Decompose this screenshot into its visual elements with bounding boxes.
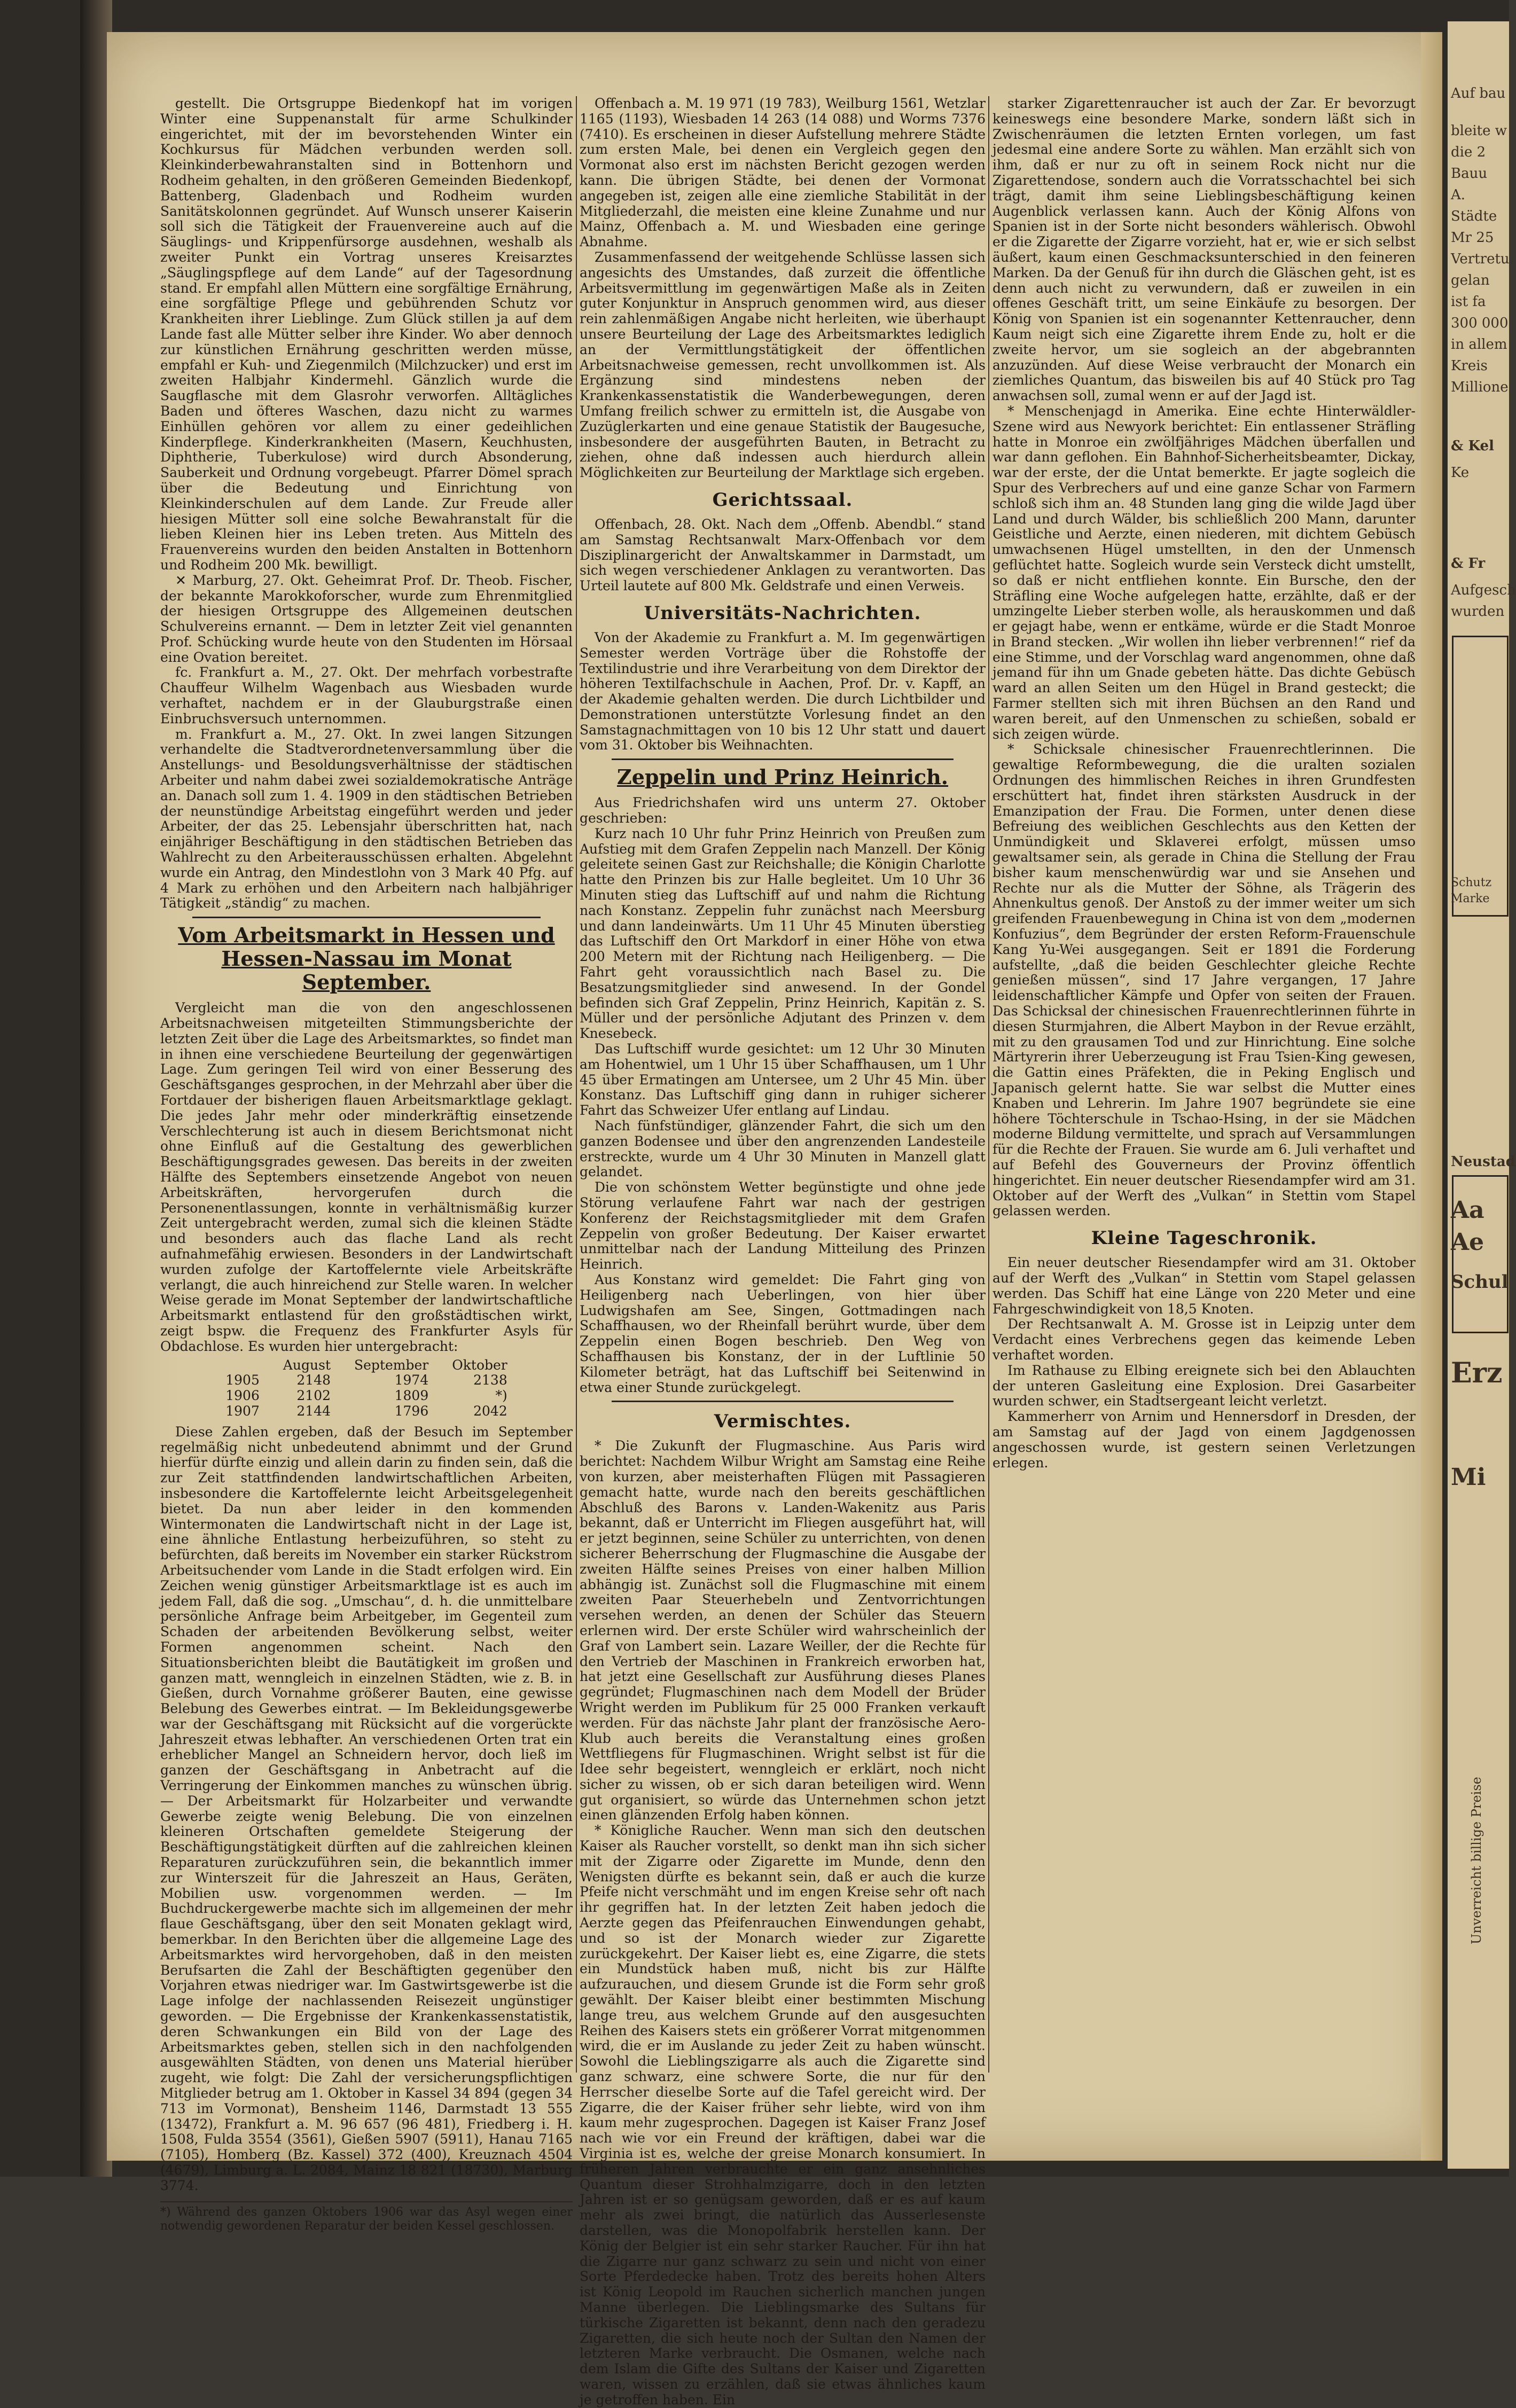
fragment-text: Schul (1451, 1271, 1509, 1293)
fragment-text: Erz (1451, 1357, 1503, 1389)
table-cell: 1974 (394, 1372, 429, 1388)
fragment-text: Unverreicht billige Preise (1469, 1777, 1484, 1944)
fragment-text: Ke (1451, 465, 1470, 481)
table-header (214, 1358, 271, 1373)
paragraph: Kurz nach 10 Uhr fuhr Prinz Heinrich von Preußen zum Aufstieg mit dem Grafen Zeppelin nach Manzell. Der König geleitete seinen Gast zur Reichshalle; die Königin Charlotte hatte den Prinzen bis zur Halle begleitet. Um 10 Uhr 36 Minuten stieg das Luftschiff auf und nahm die Richtung nach Konstanz. Zeppelin fuhr zunächst nach Meersburg und dann landeinwärts. Um 11 Uhr 45 Minuten überstieg das Luftschiff den Ort Markdorf in einer Höhe von etwa 200 Metern mit der Richtung nach Heiligenberg. — Die Fahrt geht voraussichtlich nach Basel zu. Die Besatzungsmitglieder sind anwesend. In der Gondel befinden sich Graf Zeppelin, Prinz Heinrich, Kapitän z. S. Müller und der persönliche Adjutant des Prinzen v. dem Knesebeck. (580, 825, 986, 1042)
footnote: *) Während des ganzen Oktobers 1906 war das Asyl wegen einer notwendig gewordenen Reparatur der beiden Kessel geschlossen. (160, 2201, 573, 2233)
table-header: September (354, 1357, 429, 1373)
fragment-text: Aufgesch (1451, 582, 1516, 598)
page-edge (1421, 32, 1442, 2161)
paragraph: ✕ Marburg, 27. Okt. Geheimrat Prof. Dr. Theob. Fischer, der bekannte Marokkoforscher, wurde zum Ehrenmitglied der hiesigen Ortsgruppe des Allgemeinen deutschen Schulvereins ernannt. — Dem in letzter Zeit viel genannten Prof. Schücking wurde heute von den Studenten im Hörsaal eine Ovation bereitet. (160, 572, 573, 665)
paragraph: Offenbach a. M. 19 971 (19 783), Weilburg 1561, Wetzlar 1165 (1193), Wiesbaden 14 263 (14 088) und Worms 7376 (7410). Es erscheinen in dieser Aufstellung mehrere Städte zum ersten Male, bei denen ein Vergleich gegen den Vormonat also erst im nächsten Bericht gezogen werden kann. Die übrigen Städte, bei denen der Vormonat angegeben ist, zeigen alle eine ziemliche Stabilität in der Mitgliederzahl, die meisten eine kleine Zunahme und nur Mainz, Offenbach a. M. und Wiesbaden eine geringe Abnahme. (580, 96, 986, 250)
fragment-text: Städte (1451, 208, 1497, 224)
section-title-zeppelin: Zeppelin und Prinz Heinrich. (616, 765, 949, 789)
fragment-text: gelan (1451, 272, 1490, 288)
paragraph: Die von schönstem Wetter begünstigte und ohne jede Störung verlaufene Fahrt war nach der gestrigen Konferenz der Reichstagsmitglieder mit dem Grafen Zeppelin von großer Bedeutung. Der Kaiser erwartet unmittelbar nach der Landung Mitteilung des Prinzen Heinrich. (580, 1179, 986, 1272)
paragraph: * Die Zukunft der Flugmaschine. Aus Paris wird berichtet: Nachdem Wilbur Wright am Samstag eine Reihe von kurzen, aber meisterhaften Flügen mit Passagieren gemacht hatte, wurde nach den bereits geschäftlichen Abschluß des Barons v. Landen-Wakenitz aus Paris bekannt, daß er Unterricht im Fliegen ausgeführt hat, will er jetzt beginnen, seine Schüler zu unterrichten, von denen sicherer Beherrschung der Flugmaschine die Ausgabe der zweiten Hälfte seines Preises von einer halben Million abhängig ist. Zunächst soll die Flugmaschine mit einem zweiten Paar Steuerhebeln und Zentvorrichtungen versehen werden, an denen der Schüler das Steuern erlernen wird. Der erste Schüler wird wahrscheinlich der Graf von Lambert sein. Lazare Weiller, der die Rechte für den Vertrieb der Maschinen in Frankreich erworben hat, hat jetzt eine Gesellschaft zur Ausführung dieses Planes gegründet; Flugmaschinen nach dem Modell der Brüder Wright werden im Publikum für 25 000 Franken verkauft werden. Für das nächste Jahr plant der französische Aero-Klub auch bereits die Veranstaltung eines großen Wettfliegens für Flugmaschinen. Wright selbst ist für die Idee sehr begeistert, wenngleich er erklärt, noch nicht sicher zu wissen, ob er sich daran beteiligen wird. Wenn gut organisiert, so würde das Unternehmen schon jetzt einen glänzenden Erfolg haben können. (580, 1438, 986, 1823)
table-cell: 1906 (225, 1388, 260, 1404)
column-rule-2 (988, 96, 989, 2073)
fragment-text: 300 000 (1451, 315, 1509, 331)
section-title-arbeitsmarkt: Vom Arbeitsmarkt in Hessen und Hessen-Nassau im Monat September. (178, 923, 555, 995)
column-3 (993, 96, 1416, 2073)
column-1 (160, 96, 573, 2233)
paragraph: Aus Friedrichshafen wird uns unterm 27. Oktober geschrieben: (580, 795, 986, 826)
table-row (214, 1404, 519, 1419)
divider (612, 759, 954, 760)
fragment-text: Schutz (1451, 876, 1492, 889)
paragraph: Aus Konstanz wird gemeldet: Die Fahrt ging von Heiligenberg nach Ueberlingen, von hier über Ludwigshafen am See, Singen, Gottmadingen nach Schaffhausen, wo der Rheinfall berührt wurde, über dem Zeppelin einen Bogen beschrieb. Den Weg von Schaffhausen bis Konstanz, der in der Luftlinie 50 Kilometer beträgt, hat das Luftschiff bei Seitenwind in etwa einer Stunde zurückgelegt. (580, 1271, 986, 1395)
fragment-text: Marke (1451, 892, 1490, 905)
paragraph: * Schicksale chinesischer Frauenrechtlerinnen. Die gewaltige Reformbewegung, die die uralten sozialen Ordnungen des himmlischen Reiches in ihren Grundfesten erschüttert hat, findet ihren stärksten Ausdruck in der Emanzipation der Frau. Die Formen, unter denen diese Befreiung des weiblichen Geschlechts aus den Ketten der Unmündigkeit und Sklaverei erfolgt, müssen umso gewaltsamer sein, als gerade in China die Stellung der Frau bisher kaum menschenwürdig war und sie Ansehen und Rechte nur als die Mutter der Söhne, als Trägerin des Ahnenkultus genoß. Der Anstoß zu der immer weiter um sich greifenden Frauenbewegung in China ist von dem „modernen Konfuzius“, dem Begründer der ersten Reform-Frauenschule Kang Yu-Wei ausgegangen. Seit er 1891 die Forderung aufstellte, „daß die beiden Geschlechter gleiche Rechte genießen müssen“, sind 17 Jahre vergangen, 17 Jahre leidenschaftlicher Kämpfe und Opfer von seiten der Frauen. Das Schicksal der chinesischen Frauenrechtlerinnen führte in diesen Sturmjahren, die Albert Maybon in der Revue erzählt, mit zu den grausamen Tod und zur Hinrichtung. Eine solche Märtyrerin ihrer Ueberzeugung ist Frau Tsien-King gewesen, die Gattin eines Präfekten, die in Peking Englisch und Japanisch gelernt hatte. Sie war selbst die Mutter eines Knaben und Lehrerin. Im Jahre 1907 begründete sie eine höhere Töchterschule in Tschao-Hsing, in der sie Mädchen moderne Bildung vermittelte, und sprach auf Versammlungen für die Rechte der Frauen. Sie wurde am 6. Juli verhaftet und auf Befehl des Gouverneurs der Provinz öffentlich hingerichtet. Ein neuer deutscher Riesendampfer wird am 31. Oktober auf der Werft des „Vulkan“ in Stettin vom Stapel gelassen werden. (993, 741, 1416, 1219)
paragraph: fc. Frankfurt a. M., 27. Okt. Der mehrfach vorbestrafte Chauffeur Wilhelm Wagenbach aus Wiesbaden wurde verhaftet, nachdem er in der Glauburgstraße einen Einbruchsversuch unternommen. (160, 664, 573, 726)
fragment-text: die 2 (1451, 144, 1486, 160)
section-title-tageschronik: Kleine Tageschronik. (1091, 1228, 1317, 1249)
fragment-text: in allem (1451, 337, 1507, 353)
table-header-row (214, 1358, 519, 1373)
table-cell: 1907 (225, 1403, 260, 1419)
paragraph: Kammerherr von Arnim und Hennersdorf in Dresden, der am Samstag auf der Jagd von einem Jagdgenossen angeschossen wurde, ist gestern seinen Verletzungen erlegen. (993, 1409, 1416, 1471)
table-header: August (283, 1357, 331, 1373)
fragment-text: Auf bau (1451, 85, 1506, 101)
paragraph: Diese Zahlen ergeben, daß der Besuch im September regelmäßig nicht unbedeutend abnimmt und der Grund hierfür dürfte einzig und allein darin zu finden sein, daß die zur Zeit stattfindenden landwirtschaftlichen Arbeiten, insbesondere die Kartoffelernte leicht Arbeitsgelegenheit bietet. Da nun aber leider in den kommenden Wintermonaten die Landwirtschaft nicht in der Lage ist, eine ähnliche Entlastung herbeizuführen, so steht zu befürchten, daß bereits im November ein starker Rückstrom Arbeitsuchender vom Lande in die Stadt erfolgen wird. Ein Zeichen wenig günstiger Arbeitsmarktlage ist es auch im jedem Fall, daß die sog. „Umschau“, d. h. die unmittelbare persönliche Anfrage beim Arbeitgeber, im Gegenteil zum Schaden der arbeitenden Bevölkerung selbst, weiter Formen angenommen scheint. Nach den Situationsberichten bleibt die Bautätigkeit im großen und ganzen matt, wenngleich in einzelnen Städten, wie z. B. in Gießen, durch Vornahme größerer Bauten, eine gewisse Belebung des Gewerbes eintrat. — Im Bekleidungsgewerbe war der Geschäftsgang mit Rücksicht auf die vorgerückte Jahreszeit etwas lebhafter. An verschiedenen Orten trat ein erheblicher Mangel an Schneidern hervor, doch ließ im ganzen der Geschäftsgang in Anbetracht auf die Verringerung der Einkommen manches zu wünschen übrig. — Der Arbeitsmarkt für Holzarbeiter und verwandte Gewerbe zeigte wenig Belebung. Die von einzelnen kleineren Ortschaften gemeldete Steigerung der Beschäftigungstätigkeit dürften auf die zahlreichen kleinen Reparaturen zurückzuführen sein, die bekanntlich immer zur Winterszeit für die Jahreszeit an Haus, Geräten, Mobilien usw. vorgenommen werden. — Im Buchdruckergewerbe machte sich im allgemeinen der mehr flaue Geschäftsgang, über den seit Monaten geklagt wird, bemerkbar. In den Berichten über die allgemeine Lage des Arbeitsmarktes wird hervorgehoben, daß in den meisten Berufsarten die Zahl der Beschäftigten gegenüber den Vorjahren etwas niedriger war. Im Gastwirtsgewerbe ist die Lage infolge der nachlassenden Reisezeit ungünstiger geworden. — Die Ergebnisse der Krankenkassenstatistik, deren Schwankungen ein Bild von der Lage des Arbeitsmarktes geben, stellen sich in den nachfolgenden ausgewählten Städten, von denen uns Material hierüber zugeht, wie folgt: Die Zahl der versicherungspflichtigen Mitglieder betrug am 1. Oktober in Kassel 34 894 (gegen 34 713 im Vormonat), Bensheim 1146, Darmstadt 13 555 (13472), Frankfurt a. M. 96 657 (96 481), Friedberg i. H. 1508, Fulda 3554 (3561), Gießen 5907 (5911), Hanau 7165 (7105), Homberg (Bz. Kassel) 372 (400), Kreuznach 4504 (4679), Limburg a. L. 2084, Mainz 18 821 (18730), Marburg 3774. (160, 1424, 573, 2193)
table-cell: 1796 (394, 1403, 429, 1419)
table-cell: 2138 (473, 1372, 507, 1388)
fragment-text: bleite w (1451, 123, 1507, 139)
paragraph: Vergleicht man die von den angeschlossenen Arbeitsnachweisen mitgeteilten Stimmungsberichte der letzten Zeit über die Lage des Arbeitsmarktes, so findet man in ihnen eine verschiedene Beurteilung der gegenwärtigen Lage. Zum geringen Teil wird von einer Besserung des Geschäftsganges gesprochen, in der Mehrzahl aber über die Fortdauer der bisherigen flauen Arbeitsmarktlage geklagt. Die jedes Jahr mehr oder minderkräftig einsetzende Verschlechterung ist auch in diesem Berichtsmonat nicht ohne Einfluß auf die Gestaltung des gewerblichen Beschäftigungsgrades gewesen. Das bereits in der zweiten Hälfte des Septembers einsetzende Angebot von neuen Arbeitskräften, hervorgerufen durch die Personenentlassungen, konnte in verhältnismäßig kurzer Zeit untergebracht werden, zumal sich die kleinen Städte und besonders auch das flache Land als recht aufnahmefähig erwiesen. Besonders in der Landwirtschaft wurden zufolge der Kartoffelernte viele Arbeitskräfte verlangt, die auch hinreichend zur Stelle waren. In welcher Weise gerade im Monat September der landwirtschaftliche Arbeitsmarkt entlastend für den großstädtischen wirkt, zeigt bspw. die Frequenz des Frankfurter Asyls für Obdachlose. Es wurden hier untergebracht: (160, 1000, 573, 1354)
paragraph: Der Rechtsanwalt A. M. Grosse ist in Leipzig unter dem Verdacht eines Verbrechens gegen das keimende Leben verhaftet worden. (993, 1316, 1416, 1363)
column-rule-1 (576, 96, 577, 2073)
paragraph: * Menschenjagd in Amerika. Eine echte Hinterwäldler-Szene wird aus Newyork berichtet: Ein entlassener Sträfling hatte in Monroe ein zwölfjähriges Mädchen überfallen und war dann geflohen. Ein Bahnhof-Sicherheitsbeamter, Dickay, war der erste, der die Untat bemerkte. Er jagte sogleich die Spur des Verbrechers auf und eine ganze Schar von Farmern schloß sich ihm an. 48 Stunden lang ging die wilde Jagd über Land und durch Wälder, bis schließlich 200 Mann, darunter Geistliche und Aerzte, einen niederen, mit dichtem Gebüsch umwachsenen Hügel umstellten, in den der Unmensch geflüchtet hatte. Sogleich wurde sein Versteck dicht umstellt, so daß er nicht entfliehen konnte. Ein Bursche, den der Sträfling eine Woche aufgelegen hatte, erzählte, daß er der umzingelte Lieber sterben wolle, als herauskommen und daß er gejagt habe, wenn er entkäme, würde er die Stadt Monroe in Brand stecken. „Wir wollen ihn lieber verbrennen!“ rief da eine Stimme, und der Vorschlag ward angenommen, ohne daß jemand für ihn um Gnade gebeten hätte. Das dichte Gebüsch ward an allen Seiten um den Hügel in Brand gesteckt; die Farmer stellten sich mit ihren Büchsen an den Rand und waren bereit, auf den Unmenschen zu schießen, sobald er sich zeigen würde. (993, 403, 1416, 742)
section-title-universitaet: Universitäts-Nachrichten. (644, 602, 921, 624)
table-cell: *) (495, 1388, 507, 1404)
adjacent-page-fragment (1448, 21, 1516, 2169)
paragraph: m. Frankfurt a. M., 27. Okt. In zwei langen Sitzungen verhandelte die Stadtverordnetenversammlung über die Anstellungs- und Besoldungsverhältnisse der städtischen Arbeiter und nahm dabei zwei sozialdemokratische Anträge an. Danach soll zum 1. 4. 1909 in den städtischen Betrieben der neunstündige Arbeitstag eingeführt werden und jeder Arbeiter, der das 25. Lebensjahr überschritten hat, nach einjähriger Beschäftigung in den städtischen Betrieben das Wahlrecht zu den Arbeiterausschüssen erhalten. Abgelehnt wurde ein Antrag, den Mindestlohn von 3 Mark 40 Pfg. auf 4 Mark zu erhöhen und den Arbeitern nach halbjähriger Tätigkeit „ständig“ zu machen. (160, 726, 573, 911)
asylum-statistics-table (214, 1358, 519, 1419)
advertisement-box (1452, 636, 1509, 917)
table-cell: 2148 (296, 1372, 331, 1388)
table-row (214, 1388, 519, 1404)
fragment-text: Ae (1451, 1229, 1484, 1256)
table-cell: 2042 (473, 1403, 507, 1419)
fragment-text: A. (1451, 187, 1466, 203)
column-2 (580, 96, 986, 2407)
fragment-text: & Fr (1451, 556, 1486, 572)
paragraph: starker Zigarettenraucher ist auch der Zar. Er bevorzugt keineswegs eine besondere Marke, sondern läßt sich in Zwischenräumen die letzten Ernten vorlegen, um fast jedesmal eine andere Sorte zu wählen. Man erzählt sich von ihm, daß er nur zu oft in seinem Rock nicht nur die Zigarettendose, sondern auch die Vorratsschachtel bei sich trägt, damit ihm seine Lieblingsbeschäftigung keinen Augenblick verlassen kann. Auch der König Alfons von Spanien ist in der Sorte nicht besonders wählerisch. Obwohl er die Zigarette der Zigarre vorzieht, hat er, wie er sich selbst äußert, kaum einen Geschmacksunterschied in den feineren Marken. Da der Genuß für ihn durch die Gläschen geht, ist es denn auch nicht zu verwundern, daß er zuweilen in ein offenes Geschäft tritt, um seine Einkäufe zu besorgen. Der König von Spanien ist ein sogenannter Kettenraucher, denn Kaum neigt sich eine Zigarette ihrem Ende zu, holt er die zweite hervor, um sie sogleich an der abgebrannten anzuzünden. Auf diese Weise verbraucht der Monarch ein ziemliches Quantum, das bisweilen bis auf 40 Stück pro Tag anwachsen soll, zumal wenn er auf der Jagd ist. (993, 96, 1416, 404)
divider (192, 917, 541, 918)
fragment-text: ist fa (1451, 294, 1486, 310)
table-cell: 2102 (296, 1388, 331, 1404)
paragraph: Von der Akademie zu Frankfurt a. M. Im gegenwärtigen Semester werden Vorträge über die Rohstoffe der Textilindustrie und ihre Verarbeitung von dem Direktor der höheren Textilfachschule in Aachen, Prof. Dr. v. Kapff, an der Akademie gehalten werden. Die durch Lichtbilder und Demonstrationen unterstützte Vorlesung findet an den Samstagnachmittagen von 10 bis 12 Uhr statt und dauert vom 31. Oktober bis Weihnachten. (580, 629, 986, 753)
table-header: Oktober (452, 1357, 507, 1373)
paragraph: Nach fünfstündiger, glänzender Fahrt, die sich um den ganzen Bodensee und über den angrenzenden Landesteile erstreckte, wurde um 4 Uhr 30 Minuten in Manzell glatt gelandet. (580, 1118, 986, 1180)
table-row (214, 1373, 519, 1388)
paragraph: * Königliche Raucher. Wenn man sich den deutschen Kaiser als Raucher vorstellt, so denkt man ihn sich sicher mit der Zigarre oder Zigarette im Munde, denn den Wenigsten dürfte es bekannt sein, daß er auch die kurze Pfeife nicht verschmäht und im engen Kreise sehr oft nach ihr gegriffen hat. In der letzten Zeit haben jedoch die Aerzte gegen das Pfeifenrauchen Einwendungen gehabt, und so ist der Monarch wieder zur Zigarette zurückgekehrt. Der Kaiser liebt es, eine Zigarre, die stets ein Mundstück haben muß, nicht bis zur Hälfte aufzurauchen, und diesem Grunde ist die Form sehr groß gewählt. Der Kaiser bleibt einer bestimmten Mischung lange treu, aus welchem Grunde auf den ausgesuchten Reihen des Kaisers stets ein größerer Vorrat mitgenommen wird, die er im Auslande zu jeder Zeit zu haben wünscht. Sowohl die Lieblingszigarre als auch die Zigarette sind ganz schwarz, eine schwere Sorte, die nur für den Herrscher dieselbe Sorte auf die Tafel gereicht wird. Der Zigarre, die der Kaiser früher sehr liebte, wird von ihm kaum mehr zugesprochen. Dagegen ist Kaiser Franz Josef nach wie vor ein Freund der kräftigen, dabei war die Virginia ist es, welche der greise Monarch konsumiert. In früheren Jahren verbrauchte er ein ganz ansehnliches Quantum dieser Strohhalmzigarre, doch in den letzten Jahren ist er so genügsam geworden, daß er es auf kaum mehr als zwei bringt, die natürlich das Ausserlesenste darstellen, was die Monopolfabrik herstellen kann. Der König der Belgier ist ein sehr starker Raucher. Für ihn hat die Zigarre nur ganz schwarz zu sein und nicht von einer Sorte Pferdedecke haben. Trotz des bereits hohen Alters ist König Leopold im Rauchen sicherlich manchen jungen Manne überlegen. Die Lieblingsmarke des Sultans für türkische Zigaretten ist bekannt, denn nach den geradezu Zigaretten, die sich heute noch der Sultan den Namen der letzteren Marke verbraucht. Die Osmanen, welche nach dem Islam die Gifte des Sultans der Kaiser und Zigaretten waren, wissen zu erzählen, daß sie etwas ähnliches kaum je getroffen haben. Ein (580, 1823, 986, 2407)
paragraph: Das Luftschiff wurde gesichtet: um 12 Uhr 30 Minuten am Hohentwiel, um 1 Uhr 15 über Schaffhausen, um 1 Uhr 45 über Ermatingen am Untersee, um 2 Uhr 45 Min. über Konstanz. Das Luftschiff ging dann in ruhiger sicherer Fahrt das Schweizer Ufer entlang auf Lindau. (580, 1041, 986, 1119)
fragment-text: Millione (1451, 379, 1509, 395)
table-cell: 2144 (296, 1403, 331, 1419)
fragment-text: Bauu (1451, 166, 1488, 182)
paragraph: Im Rathause zu Elbing ereignete sich bei den Ablauchten der unteren Gasleitung eine Explosion. Drei Gasarbeiter wurden schwer, ein Stadtsergeant leicht verletzt. (993, 1362, 1416, 1409)
paragraph: Zusammenfassend der weitgehende Schlüsse lassen sich angesichts des Umstandes, daß zurzeit die öffentliche Arbeitsvermittlung im gegenwärtigen Maße als in Zeiten guter Konjunktur in Anspruch genommen wird, aus dieser rein zahlenmäßigen Angabe nicht herleiten, wie überhaupt unsere Beurteilung der Lage des Arbeitsmarktes lediglich an der Vermittlungstätigkeit der öffentlichen Arbeitsnachweise gemessen, recht unvollkommen ist. Als Ergänzung sind mindestens neben der Krankenkassenstatistik die Wanderbewegungen, deren Umfang freilich schwer zu ermitteln ist, die Ausgabe von Zuzüglerkarten und eine genaue Statistik der Baugesuche, insbesondere der ausgeführten Bauten, in Betracht zu ziehen, ohne daß indessen auch hierdurch allein Möglichkeiten zur Beurteilung der Marktlage sich ergeben. (580, 249, 986, 481)
paragraph: gestellt. Die Ortsgruppe Biedenkopf hat im vorigen Winter eine Suppenanstalt für arme Schulkinder eingerichtet, mit der im bevorstehenden Winter ein Kochkursus für Mädchen verbunden werden soll. Kleinkinderbewahranstalten sind in Bottenhorn und Rodheim gehalten, in den größeren Gemeinden Biedenkopf, Battenberg, Gladenbach und Rodheim wurden Sanitätskolonnen gegründet. Auf Wunsch unserer Kaiserin soll sich die Tätigkeit der Frauenvereine auch auf die Säuglings- und Krippenfürsorge ausdehnen, weshalb als zweiter Punkt ein Vortrag unseres Kreisarztes „Säuglingspflege auf dem Lande“ auf der Tagesordnung stand. Er empfahl allen Müttern eine sorgfältige Ernährung, eine sorgfältige Pflege und gebührenden Schutz vor Krankheiten ihrer Lieblinge. Zum Glück stillen ja auf dem Lande fast alle Mütter selber ihre Kinder. Wo aber dennoch zur künstlichen Ernährung geschritten werden müsse, empfahl er Kuh- und Ziegenmilch (Milchzucker) und erst im zweiten Halbjahr Kindermehl. Gänzlich wurde die Saugflasche mit dem Glasrohr verworfen. Alltägliches Baden und öfteres Waschen, dazu nicht zu warmes Einhüllen gehören vor allem zu einer gedeihlichen Kinderpflege. Kinderkrankheiten (Masern, Keuchhusten, Diphtherie, Tuberkulose) wird durch Absonderung, Sauberkeit und Ordnung vorgebeugt. Pfarrer Dömel sprach über die Bedeutung und Einrichtung von Kleinkinderschulen auf dem Lande. Zur Freude aller hiesigen Mütter soll eine solche Bewahranstalt für die lieben Kleinen hier ins Leben treten. Aus Mitteln des Frauenvereins wurden den beiden Anstalten in Bottenhorn und Rodheim 200 Mk. bewilligt. (160, 96, 573, 573)
paragraph: Offenbach, 28. Okt. Nach dem „Offenb. Abendbl.“ stand am Samstag Rechtsanwalt Marx-Offenbach vor dem Disziplinargericht der Anwaltskammer in Darmstadt, um sich wegen verschiedener Anklagen zu verantworten. Das Urteil lautete auf 800 Mk. Geldstrafe und einen Verweis. (580, 516, 986, 594)
fragment-text: Kreis (1451, 358, 1488, 374)
paragraph: Ein neuer deutscher Riesendampfer wird am 31. Oktober auf der Werft des „Vulkan“ in Stettin vom Stapel gelassen werden. Das Schiff hat eine Länge von 220 Meter und eine Fahrgeschwindigkeit von 18,5 Knoten. (993, 1255, 1416, 1317)
divider (612, 1401, 954, 1402)
fragment-text: wurden (1451, 604, 1505, 620)
table-cell: 1905 (225, 1372, 260, 1388)
fragment-text: Neustad (1451, 1154, 1515, 1170)
fragment-text: Aa (1451, 1197, 1484, 1224)
table-cell: 1809 (394, 1388, 429, 1404)
section-title-vermischtes: Vermischtes. (714, 1411, 851, 1433)
fragment-text: Vertretu (1451, 251, 1510, 267)
section-title-gerichtssaal: Gerichtssaal. (712, 489, 853, 511)
fragment-text: & Kel (1451, 438, 1494, 454)
fragment-text: Mr 25 (1451, 230, 1494, 246)
fragment-text: Mi (1451, 1464, 1486, 1491)
